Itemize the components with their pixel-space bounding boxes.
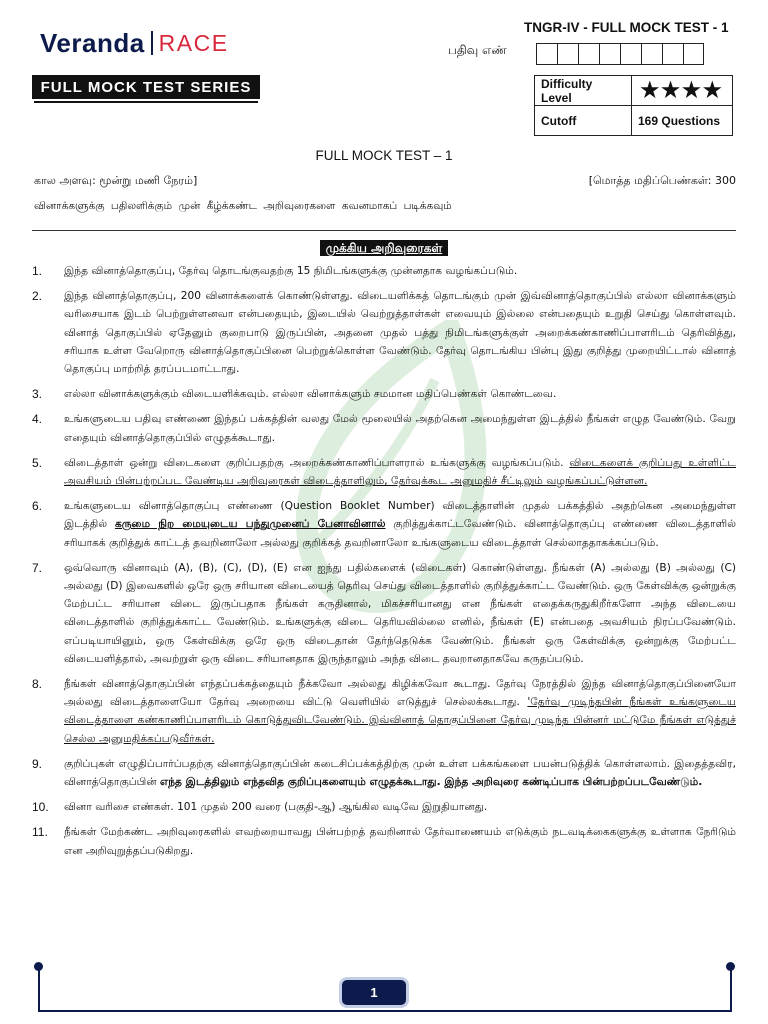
instruction-text-underlined: 'தேர்வு முடிந்தபின் நீங்கள் உங்களுடைய விடைத்தாளை கண்காணிப்பாளரிடம் கொடுத்துவிடவேண்டும். இவ்வினாத் தொகுப்பினை தேர்வு முடிந்த பின்னர் மட்டுமே நீங்கள் எடுத்துச் செல்ல அனுமதிக்கப்படுவீர்கள். [64, 696, 737, 745]
instruction-text: வினா வரிசை எண்கள். 101 முதல் 200 வரை (பகுதி-ஆ) ஆங்கில வடிவே இறுதியானது. [64, 801, 488, 814]
section-heading [0, 237, 768, 257]
instruction-number: 10. [32, 800, 49, 815]
instruction-item [32, 262, 736, 280]
instruction-text-bold: கருமை நிற மையுடைய பந்துமுனைப் பேனாவினால் [114, 518, 386, 531]
instruction-text-underlined: விடைகளைக் குறிப்பது உள்ளிட்ட அவசியம் பின்பற்றப்பட வேண்டிய அறிவுரைகள் விடைத்தாளிலும், தேர்வுக்கூட அனுமதிச் சீட்டிலும் வழங்கப்பட்டுள்ளன. [64, 456, 736, 488]
difficulty-label: Difficulty Level [535, 76, 632, 106]
instruction-number: 5. [32, 455, 43, 470]
total-marks-text: [மொத்த மதிப்பெண்கள்: 300 [588, 174, 736, 187]
instruction-text [64, 755, 736, 791]
instruction-item [32, 675, 736, 748]
instruction-text-plain: நீங்கள் வினாத்தொகுப்பின் எந்தப்பக்கத்தையும் நீக்கவோ அல்லது கிழிக்கவோ கூடாது. தேர்வு நேரத்தில் இந்த வினாத்தொகுப்பினையோ அல்லது விடைத்தாளையோ தேர்வு அறையை விட்டு வெளியில் எடுத்துச் செல்லக்கூடாது. [64, 678, 736, 709]
instruction-text: இந்த வினாத்தொகுப்பு, தேர்வு தொடங்குவதற்கு 15 நிமிடங்களுக்கு முன்னதாக வழங்கப்படும். [64, 265, 518, 277]
register-number-label: பதிவு எண் [448, 43, 507, 57]
series-banner [32, 75, 260, 99]
series-label: FULL MOCK TEST SERIES [40, 78, 252, 96]
instruction-number: 2. [32, 289, 43, 304]
logo-divider [151, 31, 153, 55]
instruction-number: 3. [32, 387, 43, 402]
instruction-text: இந்த வினாத்தொகுப்பு, 200 வினாக்களைக் கொண்டுள்ளது. விடையளிக்கத் தொடங்கும் முன் இவ்வினாத்தொகுப்பில் எல்லா வினாக்களும் வரிசையாக இடம் பெற்றுள்ளனவா என்பதையும், இடையில் வெற்றுத்தாள்கள் எவையும் இல்லை என்பதையும் உறுதி செய்து கொள்ளவும். வினாத் தொகுப்பில் ஏதேனும் குறைபாடு இருப்பின், அதனை முதல் பத்து நிமிடங்களுக்குள் அறைக்கண்காணிப்பாளரிடம் தெரிவித்து, சரியாக உள்ள வேறொரு வினாத்தொகுப்பினை பெற்றுக்கொள்ள வேண்டும். தேர்வு தொடங்கிய பின்பு இது குறித்து முறையிட்டால் வினாத் தொகுப்பு மாற்றித் தரப்படமாட்டாது. [64, 290, 736, 376]
instruction-text-plain: விடைத்தாள் ஒன்று விடைகளை குறிப்பதற்கு அறைக்கண்காணிப்பாளரால் உங்களுக்கு வழங்கப்படும். [64, 456, 570, 469]
register-number-boxes[interactable] [536, 43, 704, 65]
instruction-text [64, 675, 736, 748]
instruction-text: நீங்கள் மேற்கண்ட அறிவுரைகளில் எவற்றையாவது பின்பற்றத் தவறினால் தேர்வாணையம் எடுக்கும் நடவடிக்கைகளுக்கு உள்ளாக நேரிடும் என அறிவுறுத்தப்படுகிறது. [64, 826, 736, 857]
instruction-item [32, 385, 736, 403]
register-digit-box[interactable] [683, 43, 704, 65]
divider [32, 230, 736, 231]
register-digit-box[interactable] [536, 43, 557, 65]
instruction-number: 9. [32, 756, 43, 771]
register-digit-box[interactable] [578, 43, 599, 65]
footer-border-bottom [38, 1010, 732, 1012]
instruction-item [32, 798, 736, 816]
footer-dot-left [34, 962, 43, 971]
instruction-text-plain: குறிப்புகள் எழுதிப்பார்ப்பதற்கு வினாத்தொகுப்பின் கடைசிப்பக்கத்திற்கு முன் உள்ள பக்கங்களை பயன்படுத்திக் கொள்ளலாம். இதைத்தவிர, வினாத்தொகுப்பின் [64, 757, 736, 789]
test-name: TNGR-IV - FULL MOCK TEST - 1 [524, 20, 729, 35]
register-digit-box[interactable] [641, 43, 662, 65]
difficulty-stars: ★★★★ [632, 76, 733, 106]
register-digit-box[interactable] [557, 43, 578, 65]
instruction-number: 11. [32, 825, 48, 840]
section-heading-label: முக்கிய அறிவுரைகள் [320, 240, 449, 256]
instruction-item [32, 454, 736, 490]
logo-brand-text: Veranda [40, 27, 145, 58]
register-digit-box[interactable] [662, 43, 683, 65]
instruction-number: 8. [32, 677, 43, 692]
instruction-number: 7. [32, 560, 43, 575]
instruction-item [32, 410, 736, 446]
footer-border-left [38, 968, 40, 1011]
register-digit-box[interactable] [620, 43, 641, 65]
instruction-text [64, 454, 736, 490]
register-digit-box[interactable] [599, 43, 620, 65]
cutoff-label: Cutoff [535, 106, 632, 136]
series-underline [34, 101, 258, 103]
instruction-text [64, 497, 736, 552]
instruction-text-plain: குறித்துக்காட்டவேண்டும். வினாத்தொகுப்பு எண்ணை விடைத்தாளில் சரியாகக் குறித்துக் காட்டத் தவறினாலோ அல்லது குறிக்கத் தவறினாலோ உங்களுடைய விடைத்தாள் செல்லாததாகக்கப்படும். [64, 518, 737, 549]
instruction-text: உங்களுடைய பதிவு எண்ணை இந்தப் பக்கத்தின் வலது மேல் மூலையில் அதற்கென அமைந்துள்ள இடத்தில் நீங்கள் எழுத வேண்டும். வேறு எதையும் வினாத்தொகுப்பில் எழுதக்கூடாது. [64, 413, 736, 444]
instruction-text: எல்லா வினாக்களுக்கும் விடையளிக்கவும். எல்லா வினாக்களும் சமமான மதிப்பெண்கள் கொண்டவை. [64, 388, 557, 401]
instruction-text-plain: உங்களுடைய வினாத்தொகுப்பு எண்ணை (Question Booklet Number) விடைத்தாளின் முதல் பக்கத்தில் அதற்கென அமைந்துள்ள இடத்தில் [64, 500, 736, 531]
instruction-item [32, 287, 736, 378]
instruction-item [32, 497, 736, 552]
page-number-badge [342, 980, 406, 1005]
difficulty-table [534, 75, 733, 136]
instruction-item [32, 823, 736, 859]
instruction-text: ஒவ்வொரு வினாவும் (A), (B), (C), (D), (E) என ஐந்து பதில்களைக் (விடைகள்) கொண்டுள்ளது. நீங்கள் (A) அல்லது (B) அல்லது (C) அல்லது (D) இவைகளில் ஒரே ஒரு சரியான விடையைத் தெரிவு செய்து விடைத்தாளில் குறித்துக்காட்ட வேண்டும். ஒரு கேள்விக்கு ஒன்றுக்கு மேற்பட்ட சரியான விடை இருப்பதாக நீங்கள் கருதினால், மிகச்சரியானது என நீங்கள் எதைக்கருதுகிறீர்களோ அந்த விடையை விடைத்தாளில் குறித்துக்காட்ட வேண்டும். உங்களுக்கு விடை தெரியவில்லை எனில், நீங்கள் (E) என்பதை அவசியம் நிரப்பவேண்டும். எப்படியாயினும், ஒரு கேள்விக்கு ஒரே ஒரு விடைதான் தேர்ந்தெடுக்க வேண்டும். நீங்கள் ஒரு கேள்விக்கு ஒன்றுக்கு மேற்பட்ட விடையளித்தால், அவற்றுள் ஒரு விடை சரியானதாக இருந்தாலும் அந்த விடை தவறானதாகவே கருதப்படும். [64, 561, 736, 665]
instructions-list [32, 262, 736, 867]
page-title: FULL MOCK TEST – 1 [315, 148, 453, 163]
instruction-number: 6. [32, 499, 43, 514]
read-instructions-text: வினாக்களுக்கு பதிலளிக்கும் முன் கீழ்க்கண்ட அறிவுரைகளை கவனமாகப் படிக்கவும் [34, 200, 452, 212]
duration-text: கால அளவு: மூன்று மணி நேரம்] [34, 174, 198, 187]
instruction-item [32, 755, 736, 791]
footer-border-right [730, 968, 732, 1011]
cutoff-value: 169 Questions [632, 106, 733, 136]
instruction-number: 1. [32, 264, 43, 278]
instruction-number: 4. [32, 412, 43, 427]
logo-race-text: RACE [158, 29, 229, 56]
page-number: 1 [370, 985, 378, 1000]
footer-dot-right [726, 962, 735, 971]
veranda-race-logo [40, 24, 260, 62]
instruction-item [32, 559, 736, 668]
instruction-text-bold: எந்த இடத்திலும் எந்தவித குறிப்புகளையும் எழுதக்கூடாது. இந்த அறிவுரை கண்டிப்பாக பின்பற்றப்படவேண்டும். [159, 776, 703, 789]
